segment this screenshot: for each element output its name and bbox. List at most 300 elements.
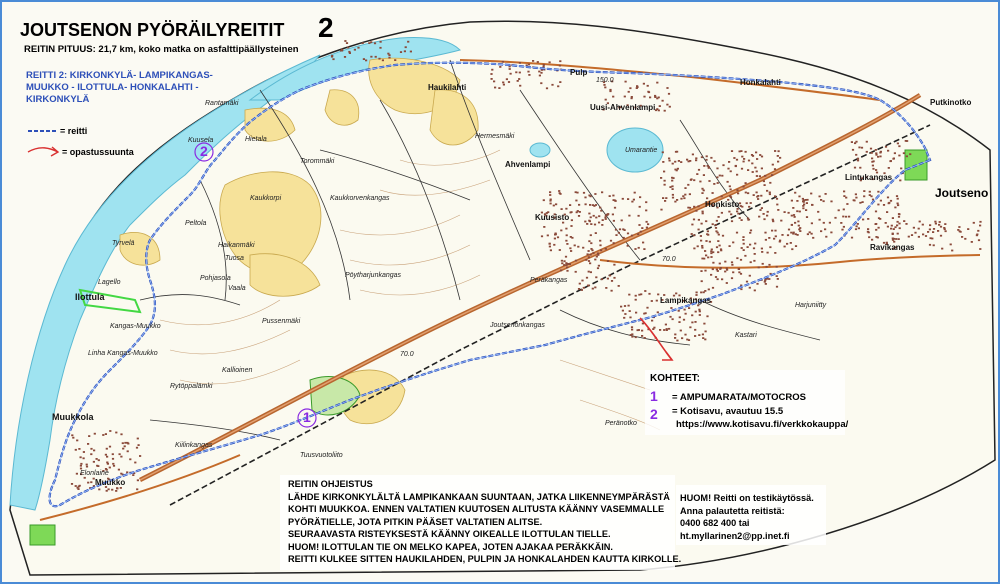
- place-haukilahti[interactable]: Haukilahti: [428, 83, 467, 92]
- place-uusi-ahvenlampi[interactable]: Uusi-Ahvenlampi: [590, 103, 656, 112]
- building: [519, 72, 521, 74]
- building: [528, 64, 530, 66]
- building: [519, 62, 521, 64]
- building: [695, 210, 697, 212]
- building: [906, 155, 908, 157]
- building: [731, 150, 733, 152]
- building: [600, 210, 602, 212]
- building: [710, 250, 712, 252]
- building: [829, 222, 831, 224]
- building: [875, 149, 877, 151]
- building: [635, 312, 637, 314]
- building: [754, 243, 756, 245]
- building: [106, 448, 108, 450]
- building: [102, 434, 104, 436]
- building: [527, 71, 529, 73]
- building: [691, 314, 693, 316]
- building: [631, 329, 633, 331]
- building: [764, 184, 766, 186]
- building: [643, 248, 645, 250]
- building: [768, 264, 770, 266]
- building: [717, 251, 719, 253]
- building: [660, 209, 662, 211]
- building: [854, 142, 856, 144]
- building: [493, 81, 495, 83]
- building: [830, 201, 832, 203]
- building: [687, 184, 689, 186]
- legend-direction-label: = opastussuunta: [62, 147, 134, 157]
- building: [753, 260, 755, 262]
- building: [98, 459, 100, 461]
- building: [749, 244, 751, 246]
- building: [721, 278, 723, 280]
- building: [532, 60, 534, 62]
- building: [596, 256, 598, 258]
- building: [354, 49, 356, 51]
- building: [75, 449, 77, 451]
- building: [109, 430, 111, 432]
- building: [857, 223, 859, 225]
- building: [906, 140, 908, 142]
- building: [578, 288, 580, 290]
- building: [810, 193, 812, 195]
- building: [607, 278, 609, 280]
- building: [695, 311, 697, 313]
- building: [694, 329, 696, 331]
- building: [733, 157, 735, 159]
- building: [791, 200, 793, 202]
- route-length: REITIN PITUUS: 21,7 km, koko matka on asfalttipäällysteinen: [24, 44, 299, 55]
- building: [669, 316, 671, 318]
- building: [363, 58, 365, 60]
- building: [136, 488, 138, 490]
- building: [669, 186, 671, 188]
- building: [715, 230, 717, 232]
- building: [559, 65, 561, 67]
- building: [742, 239, 744, 241]
- elevation-label-2: 70.0: [662, 256, 676, 263]
- building: [780, 220, 782, 222]
- place-honkisto[interactable]: Honkisto: [705, 200, 740, 209]
- building: [728, 161, 730, 163]
- building: [90, 448, 92, 450]
- building: [589, 204, 591, 206]
- building: [701, 223, 703, 225]
- building: [759, 175, 761, 177]
- place-lintukangas[interactable]: Lintukangas: [845, 173, 893, 182]
- building: [718, 234, 720, 236]
- building: [743, 158, 745, 160]
- building: [867, 228, 869, 230]
- label-pohjasola: Pohjasola: [200, 275, 231, 282]
- building: [774, 150, 776, 152]
- building: [124, 442, 126, 444]
- building: [630, 334, 632, 336]
- label-tyrvela: Tyrvelä: [112, 240, 135, 247]
- building: [692, 154, 694, 156]
- pond-ahvenlampi: [530, 143, 550, 157]
- elevation-label-3: 150.0: [596, 77, 614, 84]
- building: [136, 447, 138, 449]
- building: [862, 201, 864, 203]
- building: [719, 268, 721, 270]
- building: [773, 238, 775, 240]
- building: [668, 93, 670, 95]
- building: [662, 100, 664, 102]
- building: [825, 193, 827, 195]
- building: [494, 87, 496, 89]
- place-muukko[interactable]: Muukko: [95, 478, 126, 487]
- building: [94, 433, 96, 435]
- building: [890, 160, 892, 162]
- building: [691, 224, 693, 226]
- feedback: [680, 492, 814, 542]
- building: [575, 271, 577, 273]
- building: [790, 232, 792, 234]
- building: [681, 337, 683, 339]
- building: [806, 216, 808, 218]
- building: [762, 263, 764, 265]
- destination-2-link[interactable]: https://www.kotisavu.fi/verkkokauppa/: [676, 419, 849, 430]
- building: [577, 210, 579, 212]
- legend-route-label: = reitti: [60, 126, 88, 136]
- building: [624, 305, 626, 307]
- building: [807, 233, 809, 235]
- building: [743, 249, 745, 251]
- building: [769, 192, 771, 194]
- building: [872, 168, 874, 170]
- building: [651, 300, 653, 302]
- building: [731, 277, 733, 279]
- building: [605, 248, 607, 250]
- building: [768, 278, 770, 280]
- place-putkinotko[interactable]: Putkinotko: [930, 98, 972, 107]
- building: [379, 47, 381, 49]
- building: [645, 210, 647, 212]
- building: [794, 216, 796, 218]
- building: [908, 236, 910, 238]
- building: [943, 227, 945, 229]
- building: [722, 235, 724, 237]
- building: [622, 198, 624, 200]
- building: [712, 268, 714, 270]
- building: [388, 57, 390, 59]
- building: [871, 161, 873, 163]
- building: [78, 448, 80, 450]
- building: [378, 58, 380, 60]
- building: [80, 456, 82, 458]
- place-muukkola[interactable]: Muukkola: [52, 412, 94, 422]
- place-ilottula[interactable]: Ilottula: [75, 292, 105, 302]
- place-kuusisto[interactable]: Kuusisto: [535, 213, 570, 222]
- building: [113, 465, 115, 467]
- building: [935, 223, 937, 225]
- building: [707, 234, 709, 236]
- building: [852, 149, 854, 151]
- building: [811, 233, 813, 235]
- building: [854, 167, 856, 169]
- building: [806, 202, 808, 204]
- building: [898, 238, 900, 240]
- building: [893, 228, 895, 230]
- building: [791, 248, 793, 250]
- building: [776, 198, 778, 200]
- building: [736, 232, 738, 234]
- building: [566, 234, 568, 236]
- building: [871, 239, 873, 241]
- building: [590, 254, 592, 256]
- building: [746, 202, 748, 204]
- place-ahvenlampi[interactable]: Ahvenlampi: [505, 160, 551, 169]
- map-title: JOUTSENON PYÖRÄILYREITIT: [20, 20, 285, 40]
- building: [721, 196, 723, 198]
- building: [716, 246, 718, 248]
- building: [698, 334, 700, 336]
- building: [694, 321, 696, 323]
- building: [757, 198, 759, 200]
- building: [903, 220, 905, 222]
- building: [742, 236, 744, 238]
- building: [866, 151, 868, 153]
- building: [540, 82, 542, 84]
- building: [365, 60, 367, 62]
- building: [593, 215, 595, 217]
- building: [823, 222, 825, 224]
- building: [729, 185, 731, 187]
- building: [706, 197, 708, 199]
- building: [767, 211, 769, 213]
- building: [698, 229, 700, 231]
- building: [656, 300, 658, 302]
- building: [897, 221, 899, 223]
- building: [649, 97, 651, 99]
- building: [747, 169, 749, 171]
- building: [674, 334, 676, 336]
- label-vaala: Vaala: [228, 285, 246, 292]
- building: [134, 462, 136, 464]
- building: [619, 228, 621, 230]
- building: [618, 232, 620, 234]
- label-pusenmaki: Pussenmäki: [262, 318, 301, 325]
- building: [388, 54, 390, 56]
- building: [607, 213, 609, 215]
- label-peltola: Peltola: [185, 220, 207, 227]
- building: [575, 200, 577, 202]
- building: [579, 283, 581, 285]
- building: [731, 220, 733, 222]
- building: [635, 299, 637, 301]
- building: [693, 234, 695, 236]
- building: [559, 192, 561, 194]
- building: [613, 242, 615, 244]
- building: [781, 234, 783, 236]
- building: [894, 207, 896, 209]
- building: [701, 258, 703, 260]
- building: [710, 274, 712, 276]
- building: [868, 236, 870, 238]
- building: [672, 163, 674, 165]
- building: [678, 160, 680, 162]
- building: [867, 218, 869, 220]
- building: [651, 320, 653, 322]
- label-kangasmuukko: Kangas-Muukko: [110, 323, 161, 330]
- building: [665, 197, 667, 199]
- building: [736, 159, 738, 161]
- building: [628, 91, 630, 93]
- building: [344, 40, 346, 42]
- building: [790, 242, 792, 244]
- building: [137, 438, 139, 440]
- building: [703, 174, 705, 176]
- building: [76, 473, 78, 475]
- building: [732, 242, 734, 244]
- building: [939, 221, 941, 223]
- building: [704, 339, 706, 341]
- building: [764, 232, 766, 234]
- building: [776, 275, 778, 277]
- building: [769, 193, 771, 195]
- building: [842, 216, 844, 218]
- building: [802, 205, 804, 207]
- building: [601, 224, 603, 226]
- building: [701, 156, 703, 158]
- building: [909, 153, 911, 155]
- building: [896, 195, 898, 197]
- building: [700, 270, 702, 272]
- building: [890, 228, 892, 230]
- building: [918, 236, 920, 238]
- building: [646, 227, 648, 229]
- building: [772, 219, 774, 221]
- building: [107, 463, 109, 465]
- building: [861, 147, 863, 149]
- building: [716, 220, 718, 222]
- place-ravikangas[interactable]: Ravikangas: [870, 243, 915, 252]
- building: [662, 161, 664, 163]
- building: [129, 458, 131, 460]
- building: [671, 180, 673, 182]
- building: [370, 56, 372, 58]
- building: [699, 311, 701, 313]
- building: [712, 251, 714, 253]
- building: [491, 78, 493, 80]
- building: [698, 169, 700, 171]
- poi-1-marker[interactable]: 1: [303, 409, 311, 425]
- legend-direction-arrow: [28, 147, 58, 156]
- building: [410, 51, 412, 53]
- building: [724, 261, 726, 263]
- building: [609, 195, 611, 197]
- building: [859, 202, 861, 204]
- place-lampikangas[interactable]: Lampikangas: [660, 296, 712, 305]
- building: [843, 191, 845, 193]
- building: [357, 47, 359, 49]
- building: [756, 283, 758, 285]
- instructions: [288, 478, 681, 566]
- building: [605, 99, 607, 101]
- building: [590, 271, 592, 273]
- building: [702, 211, 704, 213]
- building: [862, 219, 864, 221]
- building: [499, 66, 501, 68]
- building: [857, 158, 859, 160]
- building: [741, 247, 743, 249]
- building: [933, 228, 935, 230]
- building: [502, 82, 504, 84]
- building: [772, 220, 774, 222]
- building: [793, 232, 795, 234]
- poi-2-marker[interactable]: 2: [200, 143, 208, 159]
- building: [791, 215, 793, 217]
- building: [622, 228, 624, 230]
- building: [802, 207, 804, 209]
- building: [893, 158, 895, 160]
- building: [601, 278, 603, 280]
- building: [368, 42, 370, 44]
- building: [646, 307, 648, 309]
- building: [741, 219, 743, 221]
- building: [871, 152, 873, 154]
- building: [566, 267, 568, 269]
- building: [897, 198, 899, 200]
- building: [549, 243, 551, 245]
- building: [627, 245, 629, 247]
- building: [590, 234, 592, 236]
- building: [108, 488, 110, 490]
- building: [798, 229, 800, 231]
- place-joutseno[interactable]: Joutseno: [935, 186, 989, 200]
- instructions-line-6: REITTI KULKEE SITTEN HAUKILAHDEN, PULPIN JA HONKALAHDEN KAUTTA KIRKOLLE.: [288, 554, 682, 564]
- building: [593, 205, 595, 207]
- building: [604, 87, 606, 89]
- building: [597, 267, 599, 269]
- building: [664, 200, 666, 202]
- place-honkalahti[interactable]: Honkalahti: [740, 78, 781, 87]
- building: [691, 322, 693, 324]
- building: [375, 56, 377, 58]
- building: [671, 185, 673, 187]
- label-lagello: Lagello: [98, 279, 121, 286]
- building: [555, 233, 557, 235]
- feedback-line-4[interactable]: ht.myllarinen2@pp.inet.fi: [680, 530, 790, 541]
- building: [743, 161, 745, 163]
- building: [641, 335, 643, 337]
- destinations-heading: KOHTEET:: [650, 373, 700, 384]
- building: [741, 168, 743, 170]
- place-pulp[interactable]: Pulp: [570, 68, 588, 77]
- building: [546, 87, 548, 89]
- building: [671, 177, 673, 179]
- building: [93, 461, 95, 463]
- building: [549, 61, 551, 63]
- building: [905, 223, 907, 225]
- building: [940, 235, 942, 237]
- building: [887, 150, 889, 152]
- building: [766, 266, 768, 268]
- building: [716, 168, 718, 170]
- building: [798, 225, 800, 227]
- building: [688, 339, 690, 341]
- building: [120, 456, 122, 458]
- building: [560, 270, 562, 272]
- building: [582, 247, 584, 249]
- building: [565, 228, 567, 230]
- building: [554, 238, 556, 240]
- building: [641, 227, 643, 229]
- instructions-line-5: HUOM! ILOTTULAN TIE ON MELKO KAPEA, JOTEN AJAKAA PERÄKKÄIN.: [288, 541, 613, 552]
- building: [614, 207, 616, 209]
- building: [855, 154, 857, 156]
